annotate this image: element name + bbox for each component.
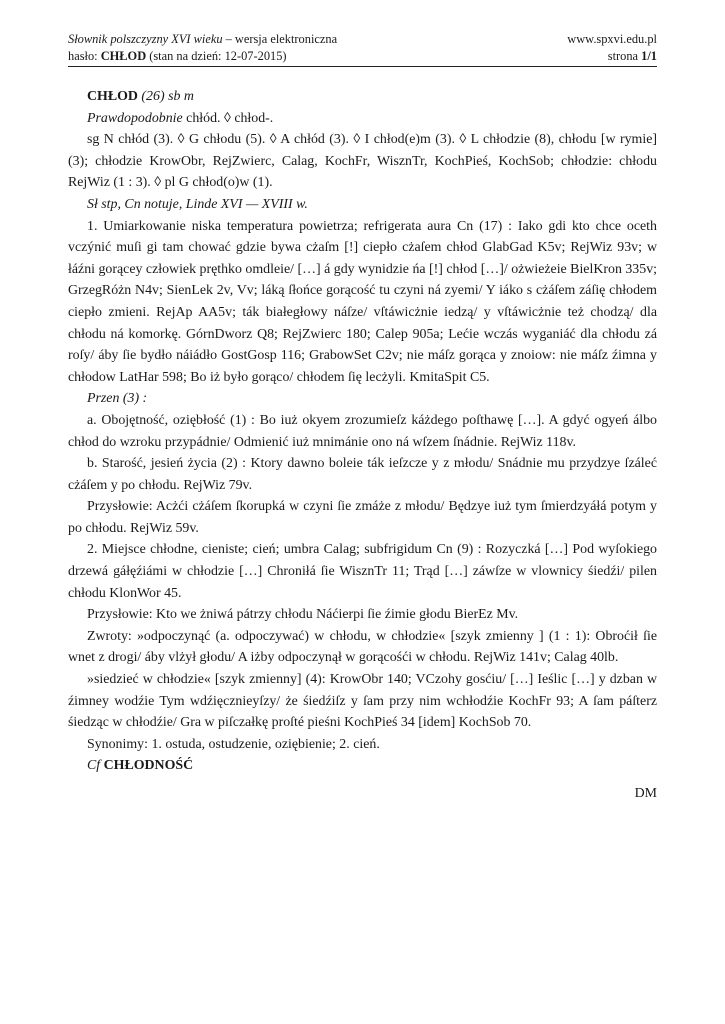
sources-line: Sł stp, Cn notuje, Linde XVI — XVIII w.	[87, 196, 308, 212]
entry-info: hasło: CHŁOD (stan na dzień: 12-07-2015)	[68, 49, 287, 63]
page-header	[68, 31, 657, 65]
phrases: Zwroty: »odpoczynąć (a. odpoczywać) w chłodu, w chłodzie« [szyk zmienny ] (1 : 1): Obrоćił ſie wnet z drogi/ áby vlżył głodu/ A iżby odpoczynął w gorącośći w chłodu. RejWiz 141v; Calag 40lb.	[68, 628, 657, 666]
entry-body	[68, 86, 657, 777]
proverb-2: Przysłowie: Kto we żniwá pátrzy chłodu Náćierpi ſie źimie głodu BierEz Mv.	[87, 607, 519, 623]
page-indicator: strona 1/1	[607, 49, 657, 63]
sense-1: 1. Umiarkowanie niska temperatura powietrza; refrigerata aura Cn (17) : Iako gdi kto chce oceth vczýnić muſi gi tam chować gdzie bywa cżaſm [!] ciepło cżaſem chłod GlabGad K5v; RejWiz 93v; w łáźni gorącey człowiek pręthko omdleie/ […] á gdy wynidzie ńa [!] chłod […]/ ożwieżeie BielKron 335v; GrzegRóżn N4v; SienLek 2v, Vv; láką ſłońce gorącość tu czyni ná zyemi/ Y iáko s cżáſem záſię chłodem ciepło zmieni. RejAp AA5v; ták białegłowy náſze/ vſtáwicżnie iedzą/ y vſtáwicżnie też chodzą/ dla chłodu ná komorkę. GórnDworz Q8; RejZwierc 180; Calep 905a; Lećie wczás wyganiáć dla chłodu zá roſy/ áby ſie bydło náiádło GostGosp 116; GrabowSet C2v; nie máſz gorąca y znoiow: nie máſz źimna y chłodow LatHar 598; Bo iż było gorąco/ chłodem ſię lecżyli. KmitaSpit C5.	[68, 218, 657, 385]
synonyms: Synonimy: 1. ostuda, ostudzenie, oziębienie; 2. cień.	[87, 736, 380, 752]
sense-2: 2. Miejsce chłodne, cieniste; cień; umbra Calag; subfrigidum Cn (9) : Rozyczká […] Pod wyſokiego drzewá gáłęźiámi w chłodzie […] Chroniłá ſie WisznTr 11; Trąd […] záwſze w vlownicy śiedźi/ pilen chłodu KlonWor 45.	[68, 542, 657, 601]
proverb-1: Przysłowie: Acżći cżáſem ſkorupká w czyni ſie zmáże z młodu/ Będzye iuż tym ſmierdzyáłá potym y po chłodu. RejWiz 59v.	[68, 499, 657, 536]
author-signature: DM	[634, 786, 657, 801]
source-url[interactable]: www.spxvi.edu.pl	[567, 32, 657, 46]
headword-line: CHŁOD (26) sb m	[87, 89, 194, 104]
cross-reference: Cf CHŁODNOŚĆ	[87, 758, 194, 774]
phrase-siedziec: »siedzieć w chłodzie« [szyk zmienny] (4): KrowObr 140; VCzohy gosćiu/ […] Ieślic […] y dzban w źimney wodźie Tym wdźięcznieyſzy/ że śiedźiſz y ſam przy nim wchłodźie KochFr 93; A ſam páſterz śiedząc w chłodźie/ Gra w piſczałkę proſté pieśni KochPieś 34 [idem] KochSob 70.	[68, 672, 657, 731]
inflection-paragraph: sg N chłód (3). ◊ G chłodu (5). ◊ A chłód (3). ◊ I chłod(e)m (3). ◊ L chłodzie (8), chłodu [w rymie] (3); chłodzie KrowObr, RejZwierc, Calag, KochFr, WisznTr, KochPieś, KochSob; chłodzie: chłodu RejWiz (1 : 3). ◊ pl G chłod(o)w (1).	[68, 132, 657, 191]
header-rule	[68, 66, 657, 67]
sense-a: a. Obojętność, oziębłość (1) : Bo iuż okyem zrozumieſz káżdego poſthawę […]. A gdyć ogyeń álbo chłod do wzroku przypádnie/ Odmienić iuż mnimánie ono ná wſzem ſnádnie. RejWiz 118v.	[68, 412, 657, 450]
przen-label: Przen (3) :	[87, 391, 148, 407]
sense-b: b. Starość, jesień życia (2) : Ktory dawno boleie ták ieſzcze y z młodu/ Snádnie mu przydzye ſzáleć cżáſem y po chłodu. RejWiz 79v.	[68, 456, 657, 493]
prawdopodobnie-line: Prawdopodobnie chłód. ◊ chłod-.	[87, 110, 274, 126]
source-title: Słownik polszczyzny XVI wieku – wersja elektroniczna	[68, 32, 338, 46]
